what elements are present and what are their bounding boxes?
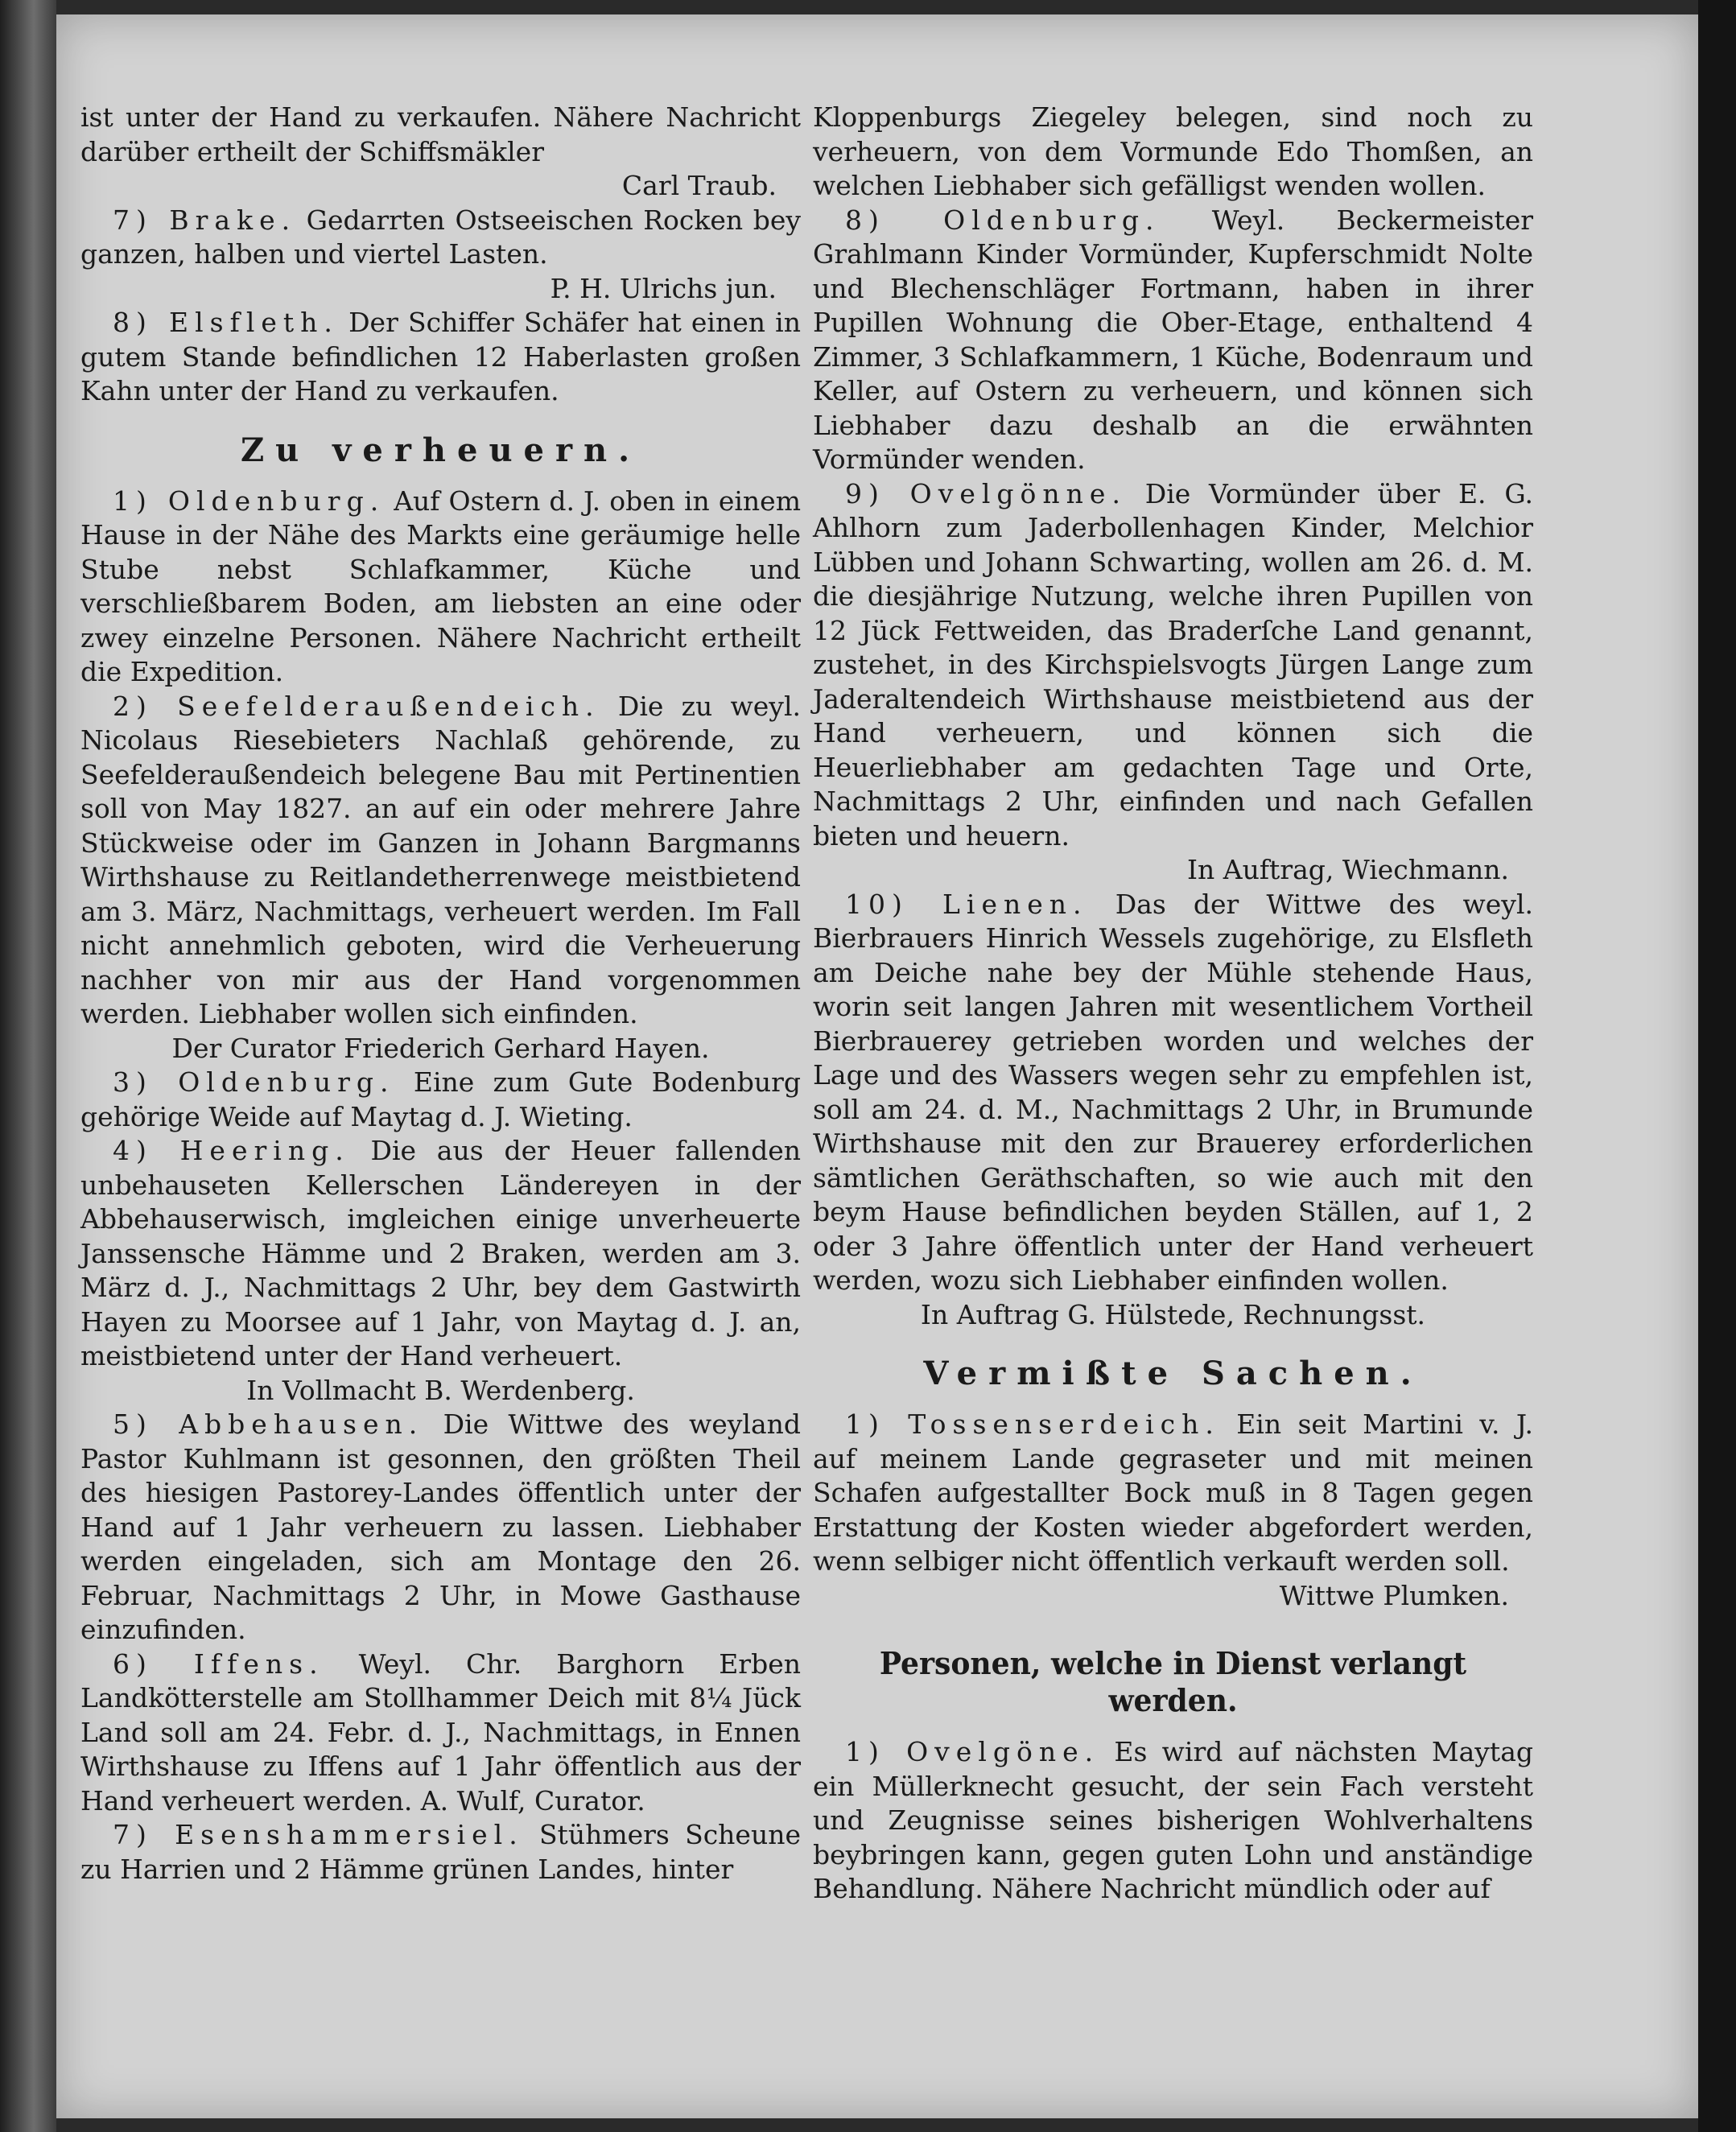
signature: In Vollmacht B. Werdenberg. xyxy=(246,1374,635,1406)
listing-text: Weyl. Chr. Barghorn Erben Landkötterstelle am Stollhammer Deich mit 8¼ Jück Land soll am 24. Febr. d. J., Nachmittags, in Ennen Wirthshause zu Iffens auf 1 Jahr öffentlich aus der Hand verheuert werden. A. Wulf, Curator. xyxy=(80,1647,801,1817)
listing-location: 10) Lienen. xyxy=(845,888,1088,920)
listing-item xyxy=(80,485,801,690)
listing-item xyxy=(813,888,1533,1298)
listing-item xyxy=(813,204,1533,477)
listing-text: Der Schiffer Schäfer hat einen in gutem Stande befindlichen 12 Haberlasten großen Kahn unter der Hand zu verkaufen. xyxy=(80,307,801,406)
listing-location: 3) Oldenburg. xyxy=(113,1066,395,1098)
listing-item xyxy=(80,1134,801,1374)
section-heading: Vermißte Sachen. xyxy=(923,1355,1423,1392)
listing-item xyxy=(813,477,1533,854)
listing-text: Eine zum Gute Bodenburg gehörige Weide auf Maytag d. J. Wieting. xyxy=(80,1066,801,1132)
signature: Carl Traub. xyxy=(621,170,777,201)
listing-location: 2) Seefelderaußendeich. xyxy=(113,690,600,722)
listing-location: 8) Oldenburg. xyxy=(845,204,1161,236)
listing-text: Ein seit Martini v. J. auf meinem Lande gegraseter und mit meinen Schafen aufgestallter Bock muß in 8 Tagen gegen Erstattung der Kosten wieder abgefordert werden, wenn selbiger nicht öffentlich verkauft werden soll. xyxy=(813,1408,1533,1577)
signature: Der Curator Friederich Gerhard Hayen. xyxy=(171,1032,710,1064)
listing-text: Die Wittwe des weyland Pastor Kuhlmann ist gesonnen, den größten Theil des hiesigen Pastorey-Landes öffentlich unter der Hand auf 1 Jahr verheuern zu lassen. Liebhaber werden eingeladen, sich am Montage den 26. Februar, Nachmittags 2 Uhr, in Mowe Gasthause einzufinden. xyxy=(80,1408,801,1645)
listing-item xyxy=(80,306,801,409)
listing-text: Es wird auf nächsten Maytag ein Müllerknecht gesucht, der sein Fach versteht und Zeugnisse seines bisherigen Wohlverhaltens beybringen kann, gegen guten Lohn und anständige Behandlung. Nähere Nachricht mündlich oder auf xyxy=(813,1736,1533,1904)
listing-text: Weyl. Beckermeister Grahlmann Kinder Vormünder, Kupferschmidt Nolte und Blechenschläger Fortmann, haben in ihrer Pupillen Wohnung die Ober-Etage, enthaltend 4 Zimmer, 3 Schlafkammern, 1 Küche, Bodenraum und Keller, auf Ostern zu verheuern, und können sich Liebhaber dazu deshalb an die erwähnten Vormünder wenden. xyxy=(813,204,1533,475)
listing-text: Gedarrten Ostseeischen Rocken bey ganzen, halben und viertel Lasten. xyxy=(80,204,802,270)
book-binding xyxy=(0,0,56,2132)
listing-location: 7) Brake. xyxy=(113,204,297,236)
listing-text: Das der Wittwe des weyl. Bierbrauers Hinrich Wessels zugehörige, zu Elsfleth am Deiche nahe bey der Mühle stehende Haus, worin seit langen Jahren mit wesentlichem Vortheil Bierbrauerey getrieben worden und welches der Lage und des Wassers wegen sehr zu empfehlen ist, soll am 24. d. M., Nachmittags 2 Uhr, in Brumunde Wirthshause mit den zur Brauerey erforderlichen sämtlichen Geräthschaften, so wie auch mit den beym Hause befindlichen beyden Ställen, auf 1, 2 oder 3 Jahre öffentlich unter der Hand verheuert werden, wozu sich Liebhaber einfinden wollen. xyxy=(813,888,1533,1296)
listing-item xyxy=(813,1408,1533,1579)
listing-item xyxy=(813,1735,1533,1907)
listing-location: 4) Heering. xyxy=(113,1135,350,1166)
right-column xyxy=(813,101,1533,1907)
listing-item xyxy=(80,1408,801,1647)
section-heading: Zu verheuern. xyxy=(240,431,641,469)
listing-location: 6) Iffens. xyxy=(113,1647,324,1680)
listing-item xyxy=(80,1818,801,1887)
listing-location: 5) Abbehausen. xyxy=(113,1408,424,1440)
signature: In Auftrag G. Hülstede, Rechnungsst. xyxy=(920,1298,1426,1330)
listing-location: 7) Esenshammersiel. xyxy=(113,1819,524,1850)
listing-text: Die Vormünder über E. G. Ahlhorn zum Jaderbollenhagen Kinder, Melchior Lübben und Johann Schwarting, wollen am 26. d. M. die diesjährige Nutzung, welche ihren Pupillen von 12 Jück Fettweiden, das Braderſche Land genannt, zustehet, in des Kirchspielsvogts Jürgen Lange zum Jaderaltendeich Wirthshause meistbietend aus der Hand verheuern, und können sich die Heuerliebhaber am gedachten Tage und Orte, Nachmittags 2 Uhr, einfinden und nach Gefallen bieten und heuern. xyxy=(813,477,1533,852)
paragraph: Kloppenburgs Ziegeley belegen, sind noch zu verheuern, von dem Vormunde Edo Thomßen, an welchen Liebhaber sich gefälligst wenden wollen. xyxy=(813,101,1533,201)
listing-item xyxy=(80,1066,801,1134)
left-column xyxy=(80,101,801,1887)
listing-text: Die aus der Heuer fallenden unbehauseten Kellerschen Ländereyen in der Abbehauserwisch, imgleichen einige unverheuerte Janssensche Hämme und 2 Braken, werden am 3. März d. J., Nachmittags 2 Uhr, bey dem Gastwirth Hayen zu Moorsee auf 1 Jahr, von Maytag d. J. an, meistbietend unter der Hand verheuert. xyxy=(80,1135,801,1371)
page-edge-shadow xyxy=(1698,0,1736,2132)
paragraph: ist unter der Hand zu verkaufen. Nähere Nachricht darüber ertheilt der Schiffsmäkler xyxy=(80,101,801,167)
listing-item xyxy=(80,204,801,272)
listing-location: 1) Ovelgöne. xyxy=(845,1736,1100,1767)
signature: In Auftrag, Wiechmann. xyxy=(1186,854,1509,885)
listing-location: 8) Elsfleth. xyxy=(113,307,339,338)
listing-text: Auf Ostern d. J. oben in einem Hause in der Nähe des Markts eine geräumige helle Stube nebst Schlafkammer, Küche und verschließbarem Boden, am liebsten an eine oder zwey einzelne Personen. Nähere Nachricht ertheilt die Expedition. xyxy=(80,485,801,687)
listing-item xyxy=(80,1647,801,1819)
listing-text: Stühmers Scheune zu Harrien und 2 Hämme grünen Landes, hinter xyxy=(80,1819,801,1885)
section-heading: Personen, welche in Dienst verlangt werden. xyxy=(879,1645,1467,1718)
signature: Wittwe Plumken. xyxy=(1279,1579,1509,1611)
listing-item xyxy=(80,690,801,1032)
listing-text: Die zu weyl. Nicolaus Riesebieters Nachlaß gehörende, zu Seefelderaußendeich belegene Bau mit Pertinentien soll von May 1827. an auf ein oder mehrere Jahre Stückweise oder im Ganzen in Johann Bargmanns Wirthshause zu Reitlandetherrenwege meistbietend am 3. März, Nachmittags, verheuert werden. Im Fall nicht annehmlich geboten, wird die Verheuerung nachher von mir aus der Hand vorgenommen werden. Liebhaber wollen sich einfinden. xyxy=(80,690,801,1029)
listing-location: 1) Oldenburg. xyxy=(113,485,386,517)
listing-location: 1) Tossenserdeich. xyxy=(845,1408,1220,1440)
listing-location: 9) Ovelgönne. xyxy=(845,477,1127,509)
signature: P. H. Ulrichs jun. xyxy=(550,272,777,304)
